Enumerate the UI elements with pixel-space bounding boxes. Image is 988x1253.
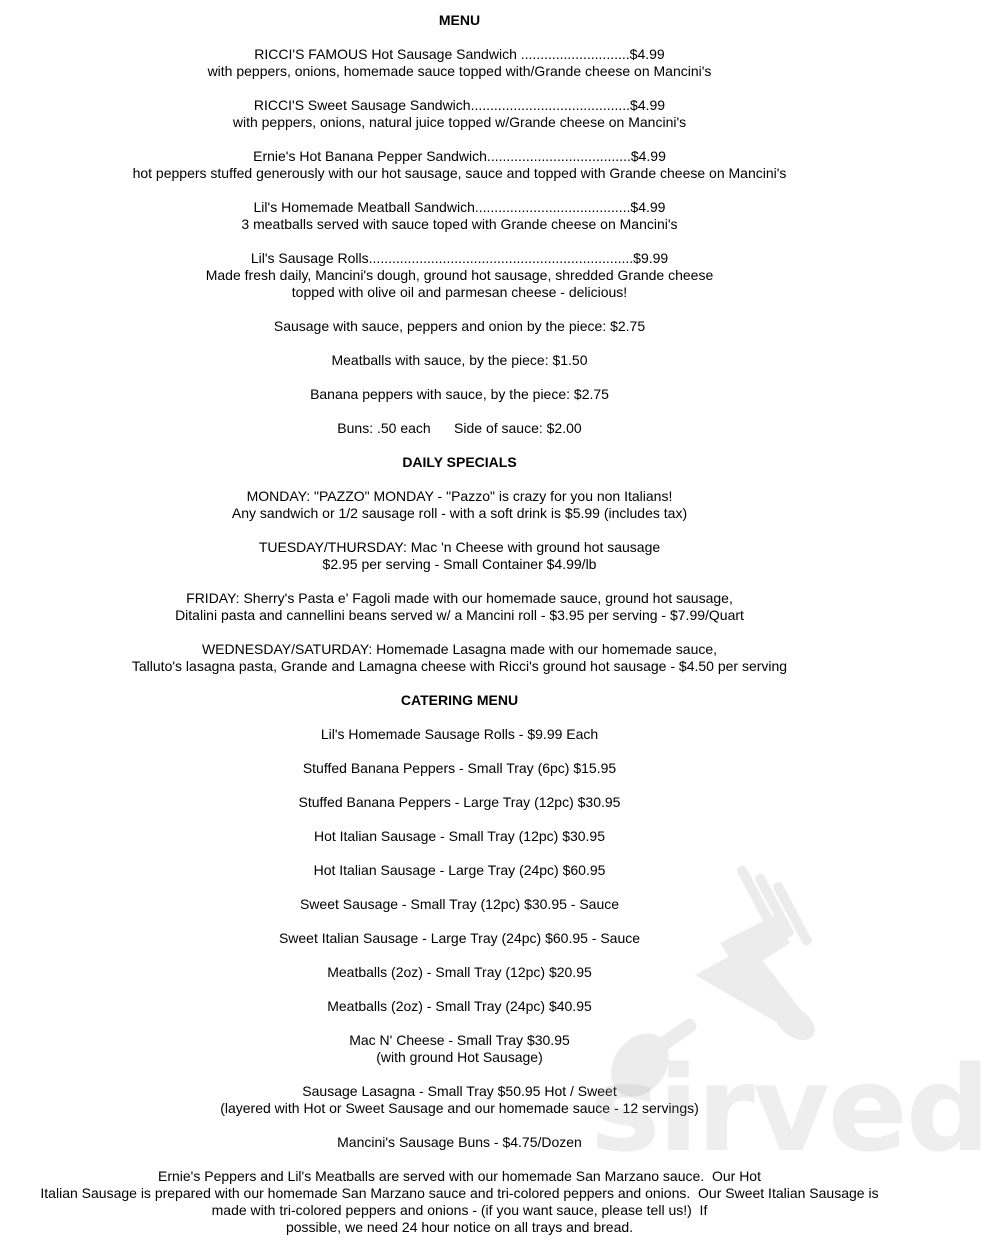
daily-specials-items [0,488,919,692]
menu-item-line: Sausage with sauce, peppers and onion by the piece: $2.75 [273,318,646,334]
menu-item [0,250,919,301]
catering-item-line: made with tri-colored peppers and onions - (if you want sauce, please tell us!) If [211,1202,708,1218]
menu-item-line: Meatballs with sauce, by the piece: $1.50 [331,352,588,368]
catering-item [0,760,919,777]
catering-item-line: Mac N' Cheese - Small Tray $30.95 [349,1032,570,1048]
daily-specials-heading: DAILY SPECIALS [402,454,517,470]
catering-menu-heading: CATERING MENU [400,692,519,708]
catering-item-line: (layered with Hot or Sweet Sausage and our homemade sauce - 12 servings) [220,1100,699,1116]
catering-item [0,726,919,743]
menu-item-line: Made fresh daily, Mancini's dough, ground hot sausage, shredded Grande cheese [205,267,714,283]
catering-item [0,794,919,811]
catering-item-line: possible, we need 24 hour notice on all trays and bread. [285,1219,634,1235]
menu-item-line: Ernie's Hot Banana Pepper Sandwich.....................................$4.99 [253,148,666,164]
menu-item [0,386,919,403]
menu-items [0,46,919,454]
sirved-watermark: sirved [590,1040,988,1178]
menu-item-line: Banana peppers with sauce, by the piece: $2.75 [310,386,609,402]
special-item-line: TUESDAY/THURSDAY: Mac 'n Cheese with ground hot sausage [258,539,661,555]
catering-item-line: Mancini's Sausage Buns - $4.75/Dozen [337,1134,582,1150]
menu-item-line: with peppers, onions, natural juice topped w/Grande cheese on Mancini's [232,114,687,130]
special-item [0,539,919,573]
menu-item [0,420,919,437]
catering-item-line: Meatballs (2oz) - Small Tray (24pc) $40.95 [327,998,592,1014]
menu-item [0,46,919,80]
menu-heading: MENU [438,12,481,28]
catering-item-line: Hot Italian Sausage - Large Tray (24pc) $60.95 [313,862,606,878]
special-item [0,641,919,675]
catering-item-line: Hot Italian Sausage - Small Tray (12pc) $30.95 [313,828,606,844]
catering-item-line: (with ground Hot Sausage) [376,1049,543,1065]
menu-item-line: hot peppers stuffed generously with our hot sausage, sauce and topped with Grande cheese on Mancini's [132,165,787,181]
menu-item [0,352,919,369]
menu-item-line: Buns: .50 each Side of sauce: $2.00 [337,420,582,436]
catering-item-line: Ernie's Peppers and Lil's Meatballs are served with our homemade San Marzano sauce. Our Hot [158,1168,761,1184]
menu-item-line: RICCI'S Sweet Sausage Sandwich.........................................$4.99 [253,97,666,113]
menu-item-line: Lil's Homemade Meatball Sandwich........................................$4.99 [253,199,666,215]
catering-item-line: Meatballs (2oz) - Small Tray (12pc) $20.95 [327,964,592,980]
catering-item-line: Stuffed Banana Peppers - Large Tray (12pc) $30.95 [298,794,621,810]
catering-item-line: Stuffed Banana Peppers - Small Tray (6pc) $15.95 [302,760,617,776]
menu-item-line: with peppers, onions, homemade sauce topped with/Grande cheese on Mancini's [207,63,712,79]
menu-item-line: Lil's Sausage Rolls....................................................................$9.99 [250,250,669,266]
catering-item-line: Sausage Lasagna - Small Tray $50.95 Hot / Sweet [302,1083,617,1099]
special-item [0,488,919,522]
menu-item [0,97,919,131]
catering-item [0,828,919,845]
special-item-line: Talluto's lasagna pasta, Grande and Lamagna cheese with Ricci's ground hot sausage - $4.50 per serving [131,658,788,674]
special-item-line: FRIDAY: Sherry's Pasta e' Fagoli made with our homemade sauce, ground hot sausage, [186,590,733,606]
menu-item [0,199,919,233]
menu-item-line: 3 meatballs served with sauce toped with Grande cheese on Mancini's [241,216,678,232]
menu-item [0,318,919,335]
catering-item-line: Italian Sausage is prepared with our homemade San Marzano sauce and tri-colored peppers and onions. Our Sweet Italian Sausage is [40,1185,879,1201]
catering-item-line: Sweet Italian Sausage - Large Tray (24pc) $60.95 - Sauce [278,930,641,946]
menu-item-line: topped with olive oil and parmesan cheese - delicious! [291,284,628,300]
menu-item [0,148,919,182]
special-item-line: $2.95 per serving - Small Container $4.99/lb [322,556,597,572]
menu-item-line: RICCI'S FAMOUS Hot Sausage Sandwich ............................$4.99 [254,46,665,62]
special-item-line: WEDNESDAY/SATURDAY: Homemade Lasagna made with our homemade sauce, [201,641,718,657]
catering-item [0,1168,919,1236]
special-item-line: MONDAY: "PAZZO" MONDAY - "Pazzo" is crazy for you non Italians! [246,488,673,504]
catering-item-line: Lil's Homemade Sausage Rolls - $9.99 Each [320,726,599,742]
special-item [0,590,919,624]
special-item-line: Ditalini pasta and cannellini beans served w/ a Mancini roll - $3.95 per serving - $7.99/Quart [175,607,744,623]
special-item-line: Any sandwich or 1/2 sausage roll - with a soft drink is $5.99 (includes tax) [231,505,688,521]
catering-item-line: Sweet Sausage - Small Tray (12pc) $30.95 - Sauce [299,896,620,912]
